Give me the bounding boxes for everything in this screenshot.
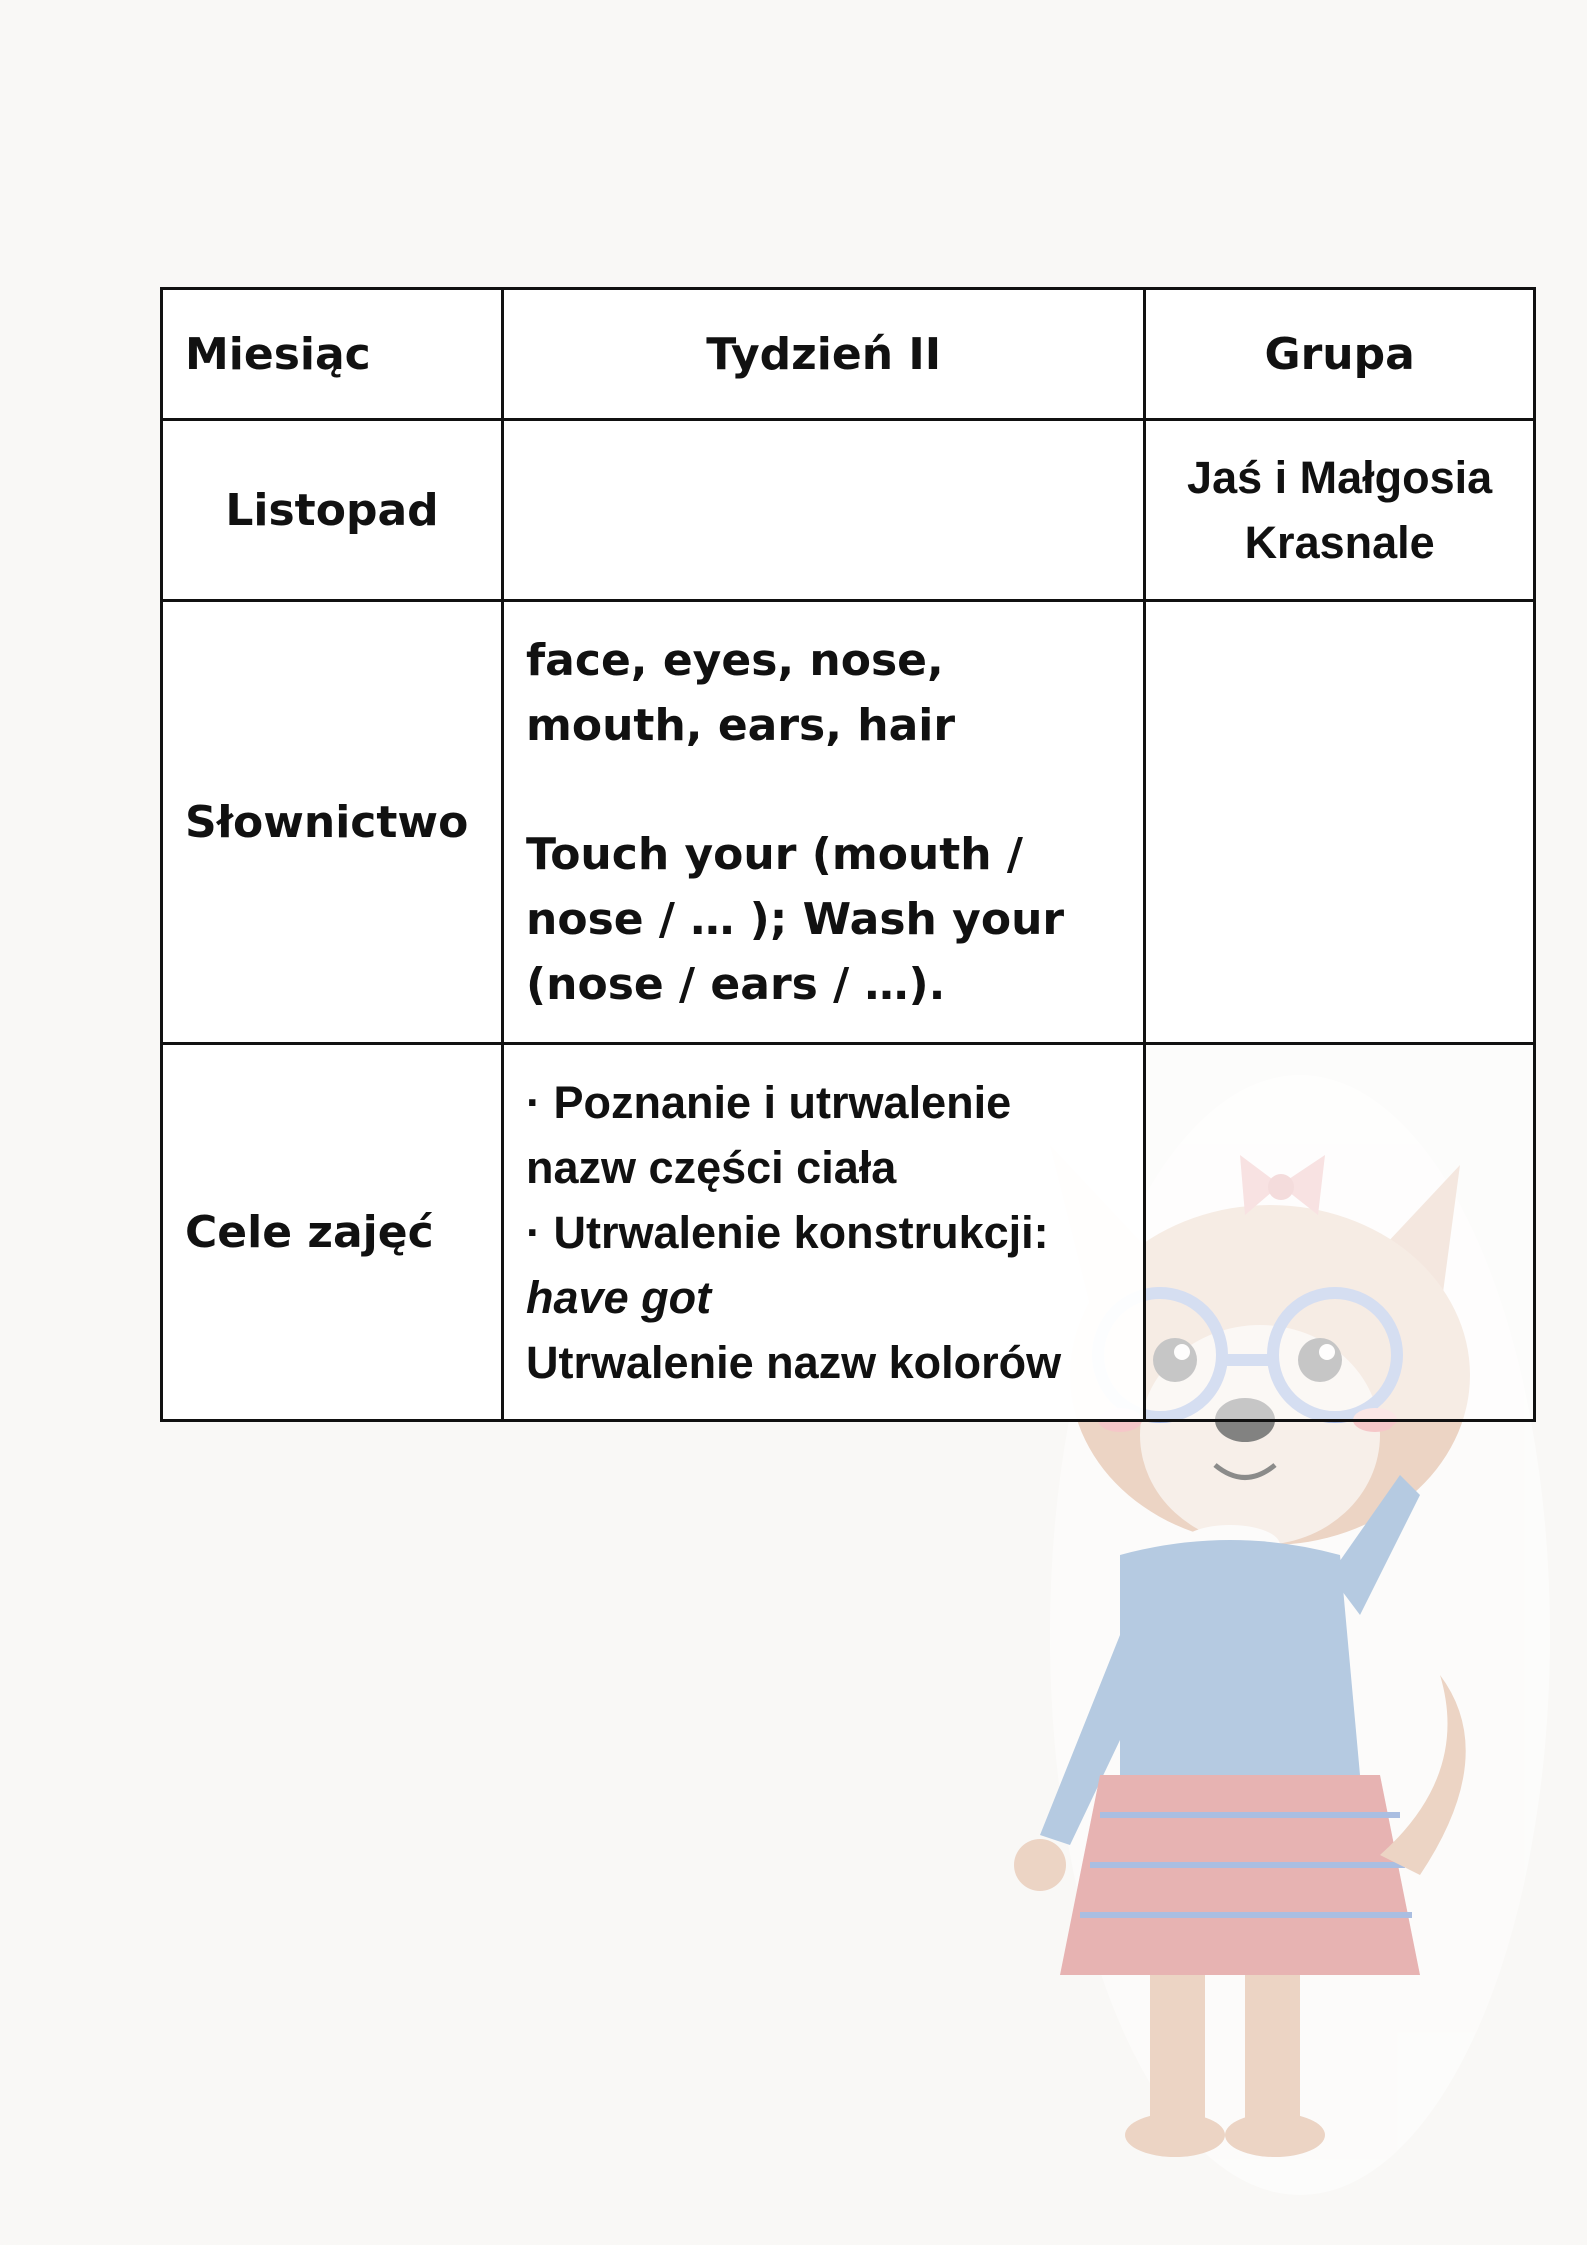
goal-item-1: · Poznanie i utrwalenie nazw części ciała bbox=[526, 1076, 1012, 1193]
vocabulary-phrases: Touch your (mouth / nose / … ); Wash your (nose / ears / …). bbox=[526, 828, 1065, 1010]
vocabulary-words: face, eyes, nose, mouth, ears, hair bbox=[526, 634, 956, 751]
group-value bbox=[1145, 420, 1535, 601]
table-row-header bbox=[162, 289, 1535, 420]
goals-group-cell bbox=[1145, 1044, 1535, 1421]
lesson-plan-table bbox=[160, 287, 1536, 1422]
group-header: Grupa bbox=[1145, 289, 1535, 420]
month-value: Listopad bbox=[162, 420, 503, 601]
table-row-goals bbox=[162, 1044, 1535, 1421]
month-header: Miesiąc bbox=[162, 289, 503, 420]
week-header: Tydzień II bbox=[503, 289, 1145, 420]
vocabulary-group-cell bbox=[1145, 601, 1535, 1044]
goal-item-2: · Utrwalenie konstrukcji: bbox=[526, 1206, 1049, 1258]
goals-content bbox=[503, 1044, 1145, 1421]
group-name-line2: Krasnale bbox=[1244, 517, 1435, 568]
vocabulary-content bbox=[503, 601, 1145, 1044]
table-row-vocabulary bbox=[162, 601, 1535, 1044]
vocabulary-label: Słownictwo bbox=[162, 601, 503, 1044]
group-name-line1: Jaś i Małgosia bbox=[1187, 452, 1493, 503]
goal-item-2-phrase: have got bbox=[526, 1271, 712, 1323]
goals-label: Cele zajęć bbox=[162, 1044, 503, 1421]
week-value bbox=[503, 420, 1145, 601]
goal-item-3: Utrwalenie nazw kolorów bbox=[526, 1336, 1062, 1388]
table-row-month bbox=[162, 420, 1535, 601]
